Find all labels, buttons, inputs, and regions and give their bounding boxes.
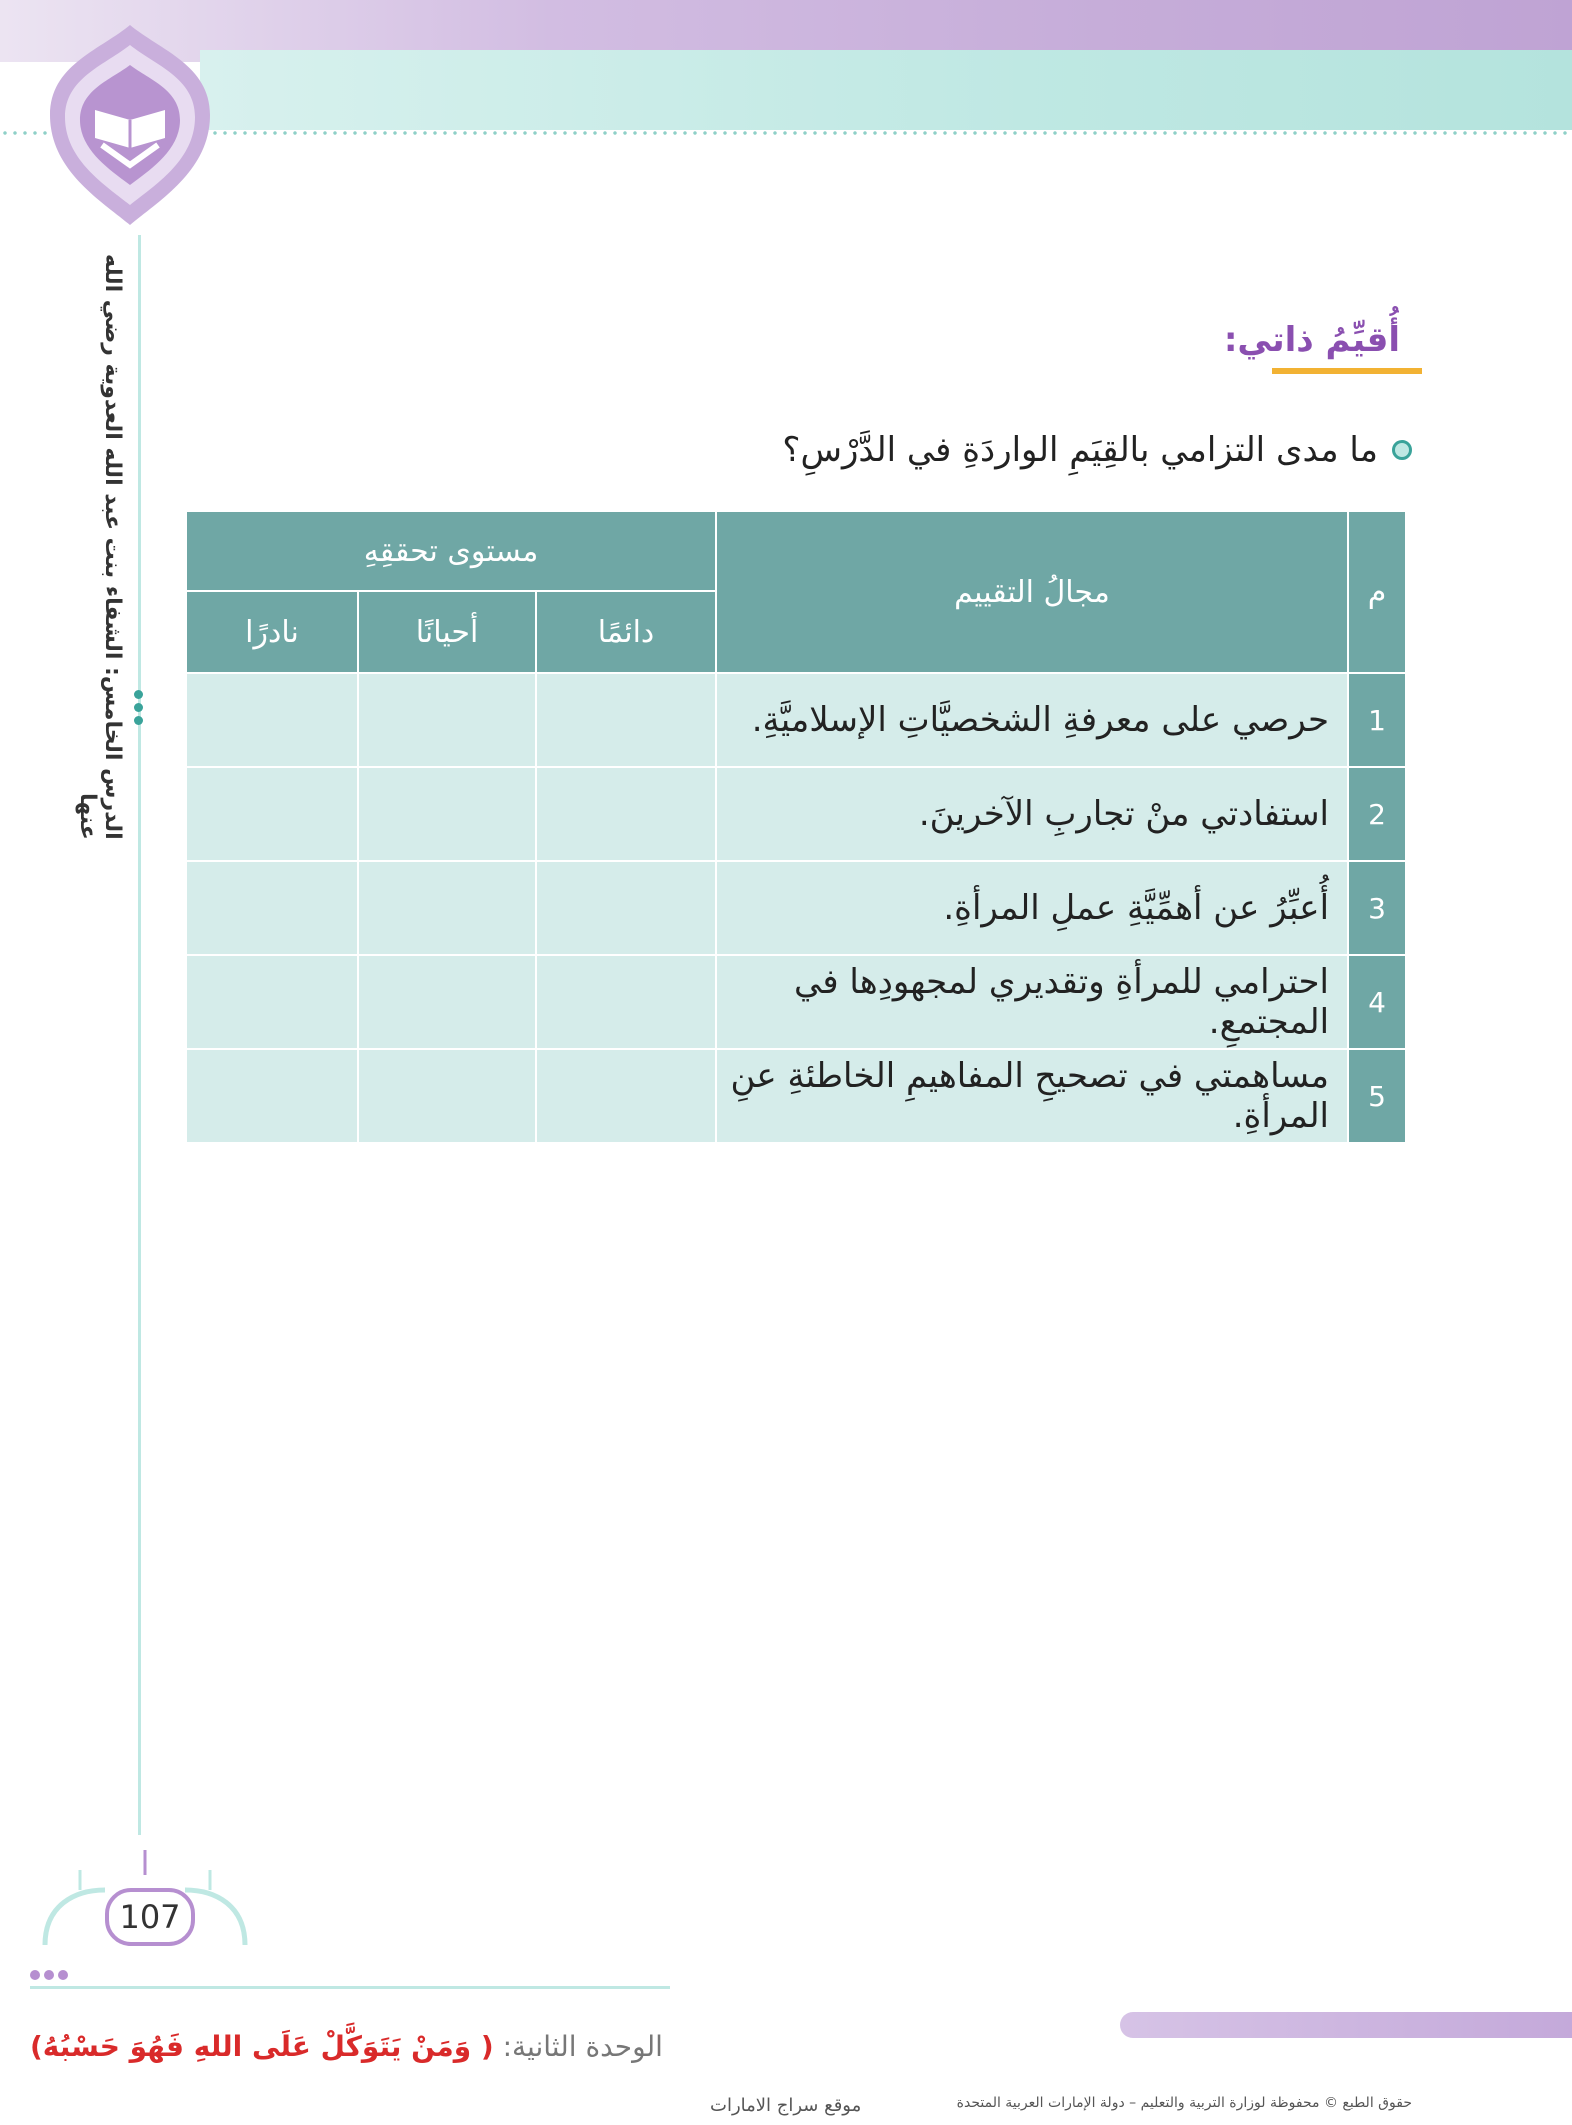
header-sometimes: أحيانًا	[358, 591, 536, 673]
footer-band-purple	[1120, 2012, 1572, 2038]
cell-rarely[interactable]	[186, 767, 358, 861]
unit-label: الوحدة الثانية:	[502, 2030, 663, 2063]
unit-title	[30, 2030, 663, 2063]
table-row	[186, 1049, 1406, 1143]
row-number: 2	[1348, 767, 1406, 861]
section-title: أُقيِّمُ ذاتي:	[1223, 320, 1400, 360]
cell-rarely[interactable]	[186, 673, 358, 767]
cell-rarely[interactable]	[186, 1049, 358, 1143]
row-number: 3	[1348, 861, 1406, 955]
copyright-notice: حقوق الطبع © محفوظة لوزارة التربية والتعليم – دولة الإمارات العربية المتحدة	[956, 2095, 1412, 2111]
quran-emblem-icon	[40, 20, 220, 230]
cell-always[interactable]	[536, 673, 716, 767]
cell-rarely[interactable]	[186, 955, 358, 1049]
table-row	[186, 673, 1406, 767]
cell-always[interactable]	[536, 1049, 716, 1143]
table-row	[186, 767, 1406, 861]
header-always: دائمًا	[536, 591, 716, 673]
cell-sometimes[interactable]	[358, 955, 536, 1049]
header-number: م	[1348, 511, 1406, 673]
table-row	[186, 861, 1406, 955]
site-credit: موقع سراج الامارات	[710, 2095, 862, 2116]
cell-always[interactable]	[536, 767, 716, 861]
question-row	[782, 430, 1412, 470]
table-row	[186, 955, 1406, 1049]
header-rarely: نادرًا	[186, 591, 358, 673]
row-domain-text: استفادتي منْ تجاربِ الآخرينَ.	[716, 767, 1348, 861]
cell-always[interactable]	[536, 861, 716, 955]
unit-verse: ( وَمَنْ يَتَوَكَّلْ عَلَى اللهِ فَهُوَ حَسْبُهُ)	[30, 2030, 494, 2063]
side-vertical-line	[138, 235, 141, 1835]
cell-always[interactable]	[536, 955, 716, 1049]
header-achievement-level: مستوى تحققِهِ	[186, 511, 716, 591]
row-number: 5	[1348, 1049, 1406, 1143]
row-domain-text: أُعبِّرُ عن أهمِّيَّةِ عملِ المرأةِ.	[716, 861, 1348, 955]
cell-rarely[interactable]	[186, 861, 358, 955]
row-domain-text: حرصي على معرفةِ الشخصيَّاتِ الإسلاميَّةِ.	[716, 673, 1348, 767]
footer-dots-decoration	[30, 1970, 68, 1980]
side-dots-decoration	[128, 690, 148, 740]
page-number: 107	[105, 1888, 195, 1946]
row-number: 1	[1348, 673, 1406, 767]
self-assessment-table	[185, 510, 1407, 1144]
cell-sometimes[interactable]	[358, 767, 536, 861]
cell-sometimes[interactable]	[358, 673, 536, 767]
header-dotted-border	[0, 130, 1572, 136]
bullet-icon	[1392, 440, 1412, 460]
row-domain-text: احترامي للمرأةِ وتقديري لمجهودِها في المجتمعِ.	[716, 955, 1348, 1049]
question-text: ما مدى التزامي بالقِيَمِ الواردَةِ في الدَّرْسِ؟	[782, 430, 1378, 470]
footer-line	[30, 1986, 670, 1989]
row-domain-text: مساهمتي في تصحيحِ المفاهيمِ الخاطئةِ عنِ المرأةِ.	[716, 1049, 1348, 1143]
header-band-teal	[200, 50, 1572, 130]
cell-sometimes[interactable]	[358, 1049, 536, 1143]
lesson-title-vertical: الدرس الخامس: الشفاء بنت عبد الله العدوية رضي الله عنها	[75, 254, 125, 840]
section-title-underline	[1272, 368, 1422, 374]
header-assessment-domain: مجالُ التقييم	[716, 511, 1348, 673]
cell-sometimes[interactable]	[358, 861, 536, 955]
row-number: 4	[1348, 955, 1406, 1049]
